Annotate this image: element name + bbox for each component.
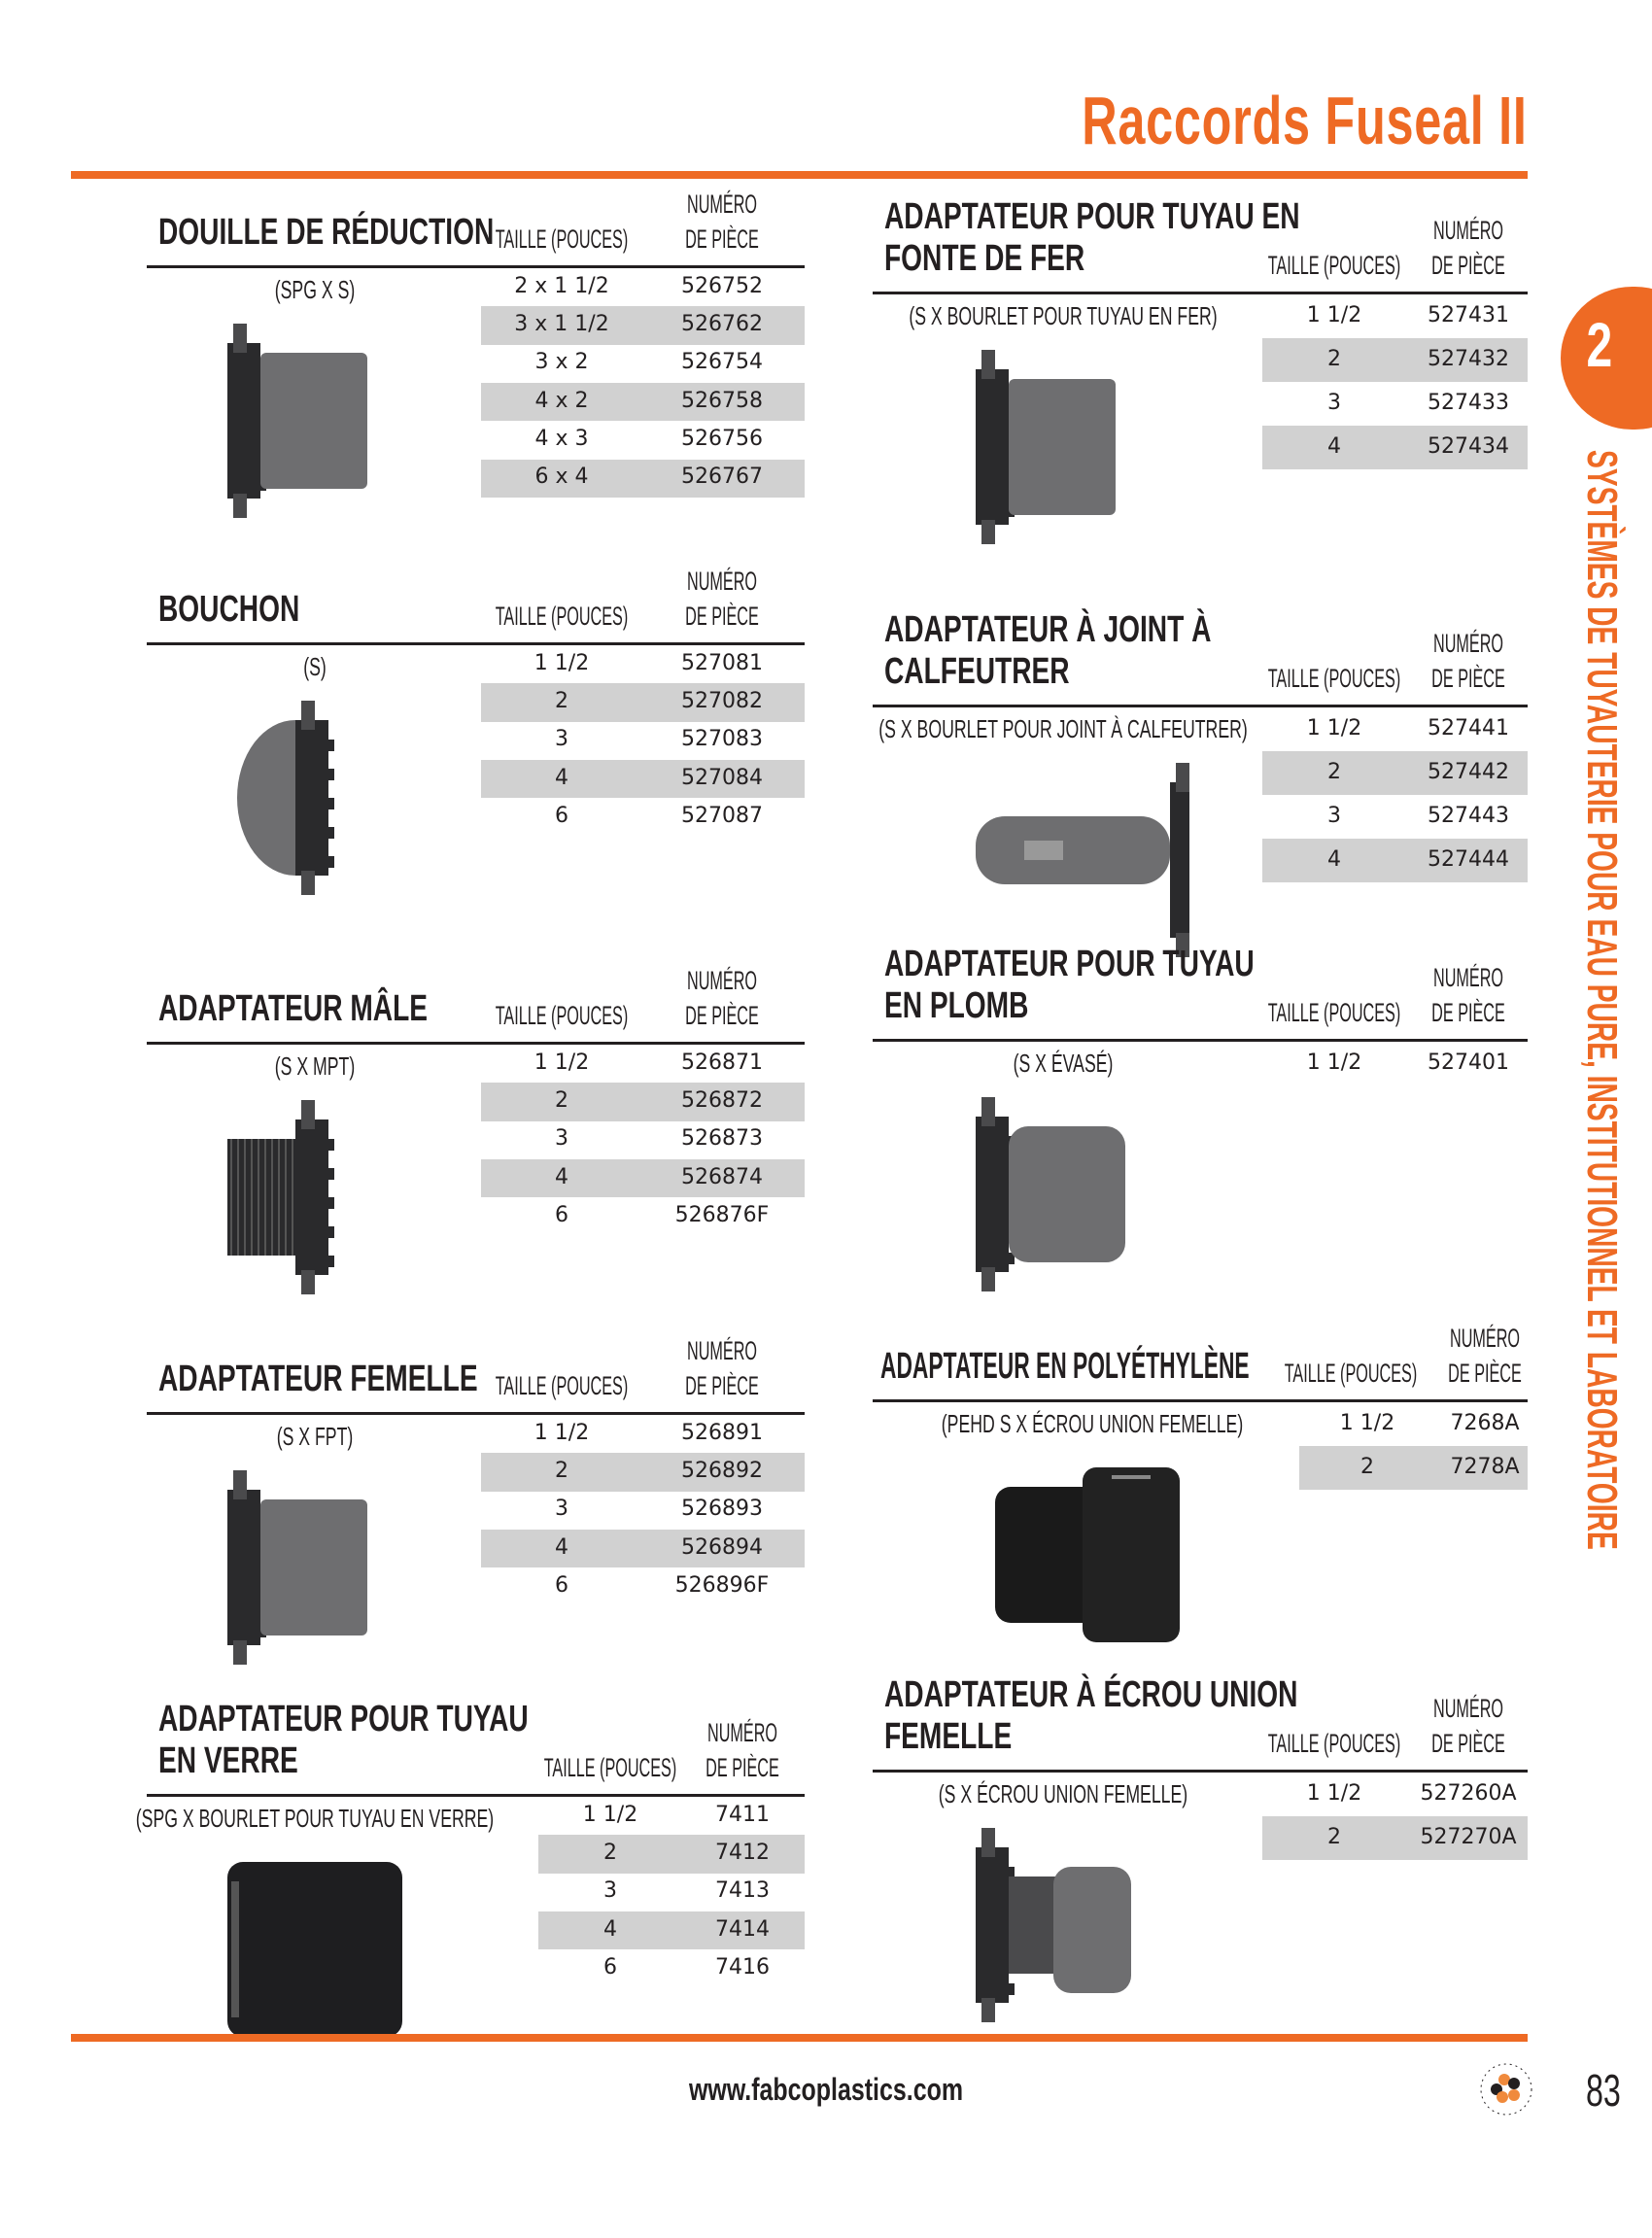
table-row	[1262, 707, 1528, 751]
table-row	[538, 1835, 805, 1873]
size-cell: 3	[1327, 803, 1341, 828]
size-cell: 2 x 1 1/2	[514, 273, 609, 298]
size-cell: 3	[555, 727, 568, 752]
size-cell: 2	[1360, 1454, 1374, 1479]
part-number-cell: 527443	[1428, 803, 1509, 828]
fitting-photo-icon	[218, 1852, 441, 2056]
size-column-header: TAILLE (POUCES)	[1284, 1359, 1418, 1388]
size-cell: 4	[555, 1164, 568, 1189]
table-row	[481, 1567, 805, 1605]
part-number-cell: 526871	[681, 1050, 763, 1075]
part-number-cell: 7278A	[1450, 1454, 1520, 1479]
size-cell: 1 1/2	[1306, 1780, 1362, 1806]
part-number-cell: 526876F	[674, 1202, 770, 1227]
table-row	[1262, 426, 1528, 469]
part-column-header-line1: NUMÉRO	[687, 189, 757, 219]
part-number-cell: 526756	[681, 426, 763, 451]
part-number-cell: 527270A	[1420, 1824, 1517, 1849]
part-number-cell: 527260A	[1420, 1780, 1517, 1806]
part-number-cell: 526873	[681, 1126, 763, 1152]
size-cell: 3	[555, 1497, 568, 1522]
section-title: ADAPTATEUR MÂLE	[158, 988, 429, 1029]
part-column-header-line1: NUMÉRO	[707, 1718, 777, 1747]
product-section-lead-pipe-adapter	[873, 912, 1528, 1335]
table-row	[481, 268, 805, 306]
table-row	[1262, 839, 1528, 882]
part-number-cell: 7412	[715, 1840, 770, 1865]
fabco-logo-icon	[1479, 2062, 1533, 2117]
part-column-header-line1: NUMÉRO	[1433, 1694, 1503, 1723]
fitting-photo-icon	[966, 1097, 1189, 1301]
part-number-cell: 527081	[681, 650, 763, 675]
size-cell: 1 1/2	[1306, 1050, 1362, 1075]
part-column-header-line2: DE PIÈCE	[685, 224, 759, 254]
part-number-cell: 526892	[681, 1458, 763, 1483]
size-cell: 3	[1327, 390, 1341, 415]
table-row	[481, 1453, 805, 1491]
part-number-cell: 527084	[681, 765, 763, 790]
size-cell: 1 1/2	[1339, 1410, 1395, 1435]
section-title: CALFEUTRER	[884, 651, 1070, 692]
table-row	[1262, 1042, 1528, 1085]
page-title: Raccords Fuseal II	[1082, 83, 1528, 158]
part-column-header-line2: DE PIÈCE	[685, 1001, 759, 1030]
size-cell: 2	[555, 1087, 568, 1113]
size-cell: 2	[1327, 759, 1341, 784]
section-title: ADAPTATEUR À ÉCROU UNION	[884, 1674, 1298, 1715]
size-cell: 1 1/2	[1306, 715, 1362, 740]
table-row	[538, 1911, 805, 1949]
fitting-photo-icon	[218, 324, 441, 528]
size-cell: 6	[555, 803, 568, 828]
table-row	[1299, 1402, 1528, 1446]
table-row	[481, 345, 805, 383]
size-cell: 4	[603, 1916, 617, 1942]
part-number-cell: 527082	[681, 688, 763, 713]
table-row	[1262, 795, 1528, 839]
size-cell: 2	[1327, 346, 1341, 371]
section-title: FEMELLE	[884, 1716, 1013, 1757]
table-row	[481, 1083, 805, 1120]
part-number-cell: 7268A	[1450, 1410, 1520, 1435]
table-row	[1262, 382, 1528, 426]
size-cell: 1 1/2	[582, 1802, 638, 1827]
part-number-cell: 7411	[715, 1802, 770, 1827]
size-cell: 2	[555, 688, 568, 713]
size-cell: 4	[1327, 846, 1341, 872]
part-column-header-line2: DE PIÈCE	[1431, 251, 1505, 280]
size-cell: 6	[555, 1572, 568, 1598]
part-number-cell: 526767	[681, 465, 763, 490]
part-column-header-line2: DE PIÈCE	[1431, 1729, 1505, 1758]
part-number-cell: 527083	[681, 727, 763, 752]
section-subtitle: (S X MPT)	[274, 1051, 356, 1081]
size-column-header: TAILLE (POUCES)	[1267, 251, 1401, 280]
size-cell: 6	[555, 1202, 568, 1227]
part-number-cell: 526893	[681, 1497, 763, 1522]
section-title: EN VERRE	[158, 1740, 298, 1781]
part-column-header-line2: DE PIÈCE	[685, 602, 759, 631]
part-number-cell: 527087	[681, 803, 763, 828]
fitting-photo-icon	[966, 1828, 1189, 2032]
size-cell: 4 x 2	[534, 388, 589, 413]
size-cell: 1 1/2	[533, 1420, 590, 1445]
bottom-divider	[71, 2034, 1528, 2042]
part-column-header-line1: NUMÉRO	[1433, 629, 1503, 658]
part-column-header-line2: DE PIÈCE	[1431, 664, 1505, 693]
size-cell: 1 1/2	[533, 1050, 590, 1075]
size-column-header: TAILLE (POUCES)	[495, 224, 629, 254]
size-column-header: TAILLE (POUCES)	[495, 1001, 629, 1030]
table-row	[1299, 1446, 1528, 1490]
part-column-header-line2: DE PIÈCE	[1431, 998, 1505, 1027]
size-cell: 3 x 2	[534, 350, 589, 375]
section-subtitle: (SPG X BOURLET POUR TUYAU EN VERRE)	[135, 1804, 495, 1833]
fitting-photo-icon	[995, 1458, 1219, 1662]
part-number-cell: 526762	[681, 311, 763, 336]
size-cell: 3	[603, 1878, 617, 1904]
size-column-header: TAILLE (POUCES)	[495, 1371, 629, 1400]
section-subtitle: (PEHD S X ÉCROU UNION FEMELLE)	[941, 1409, 1244, 1438]
page-number: 83	[1586, 2065, 1621, 2116]
table-row	[1262, 1773, 1528, 1816]
section-title: ADAPTATEUR EN POLYÉTHYLÈNE	[880, 1346, 1250, 1387]
size-cell: 3 x 1 1/2	[514, 311, 609, 336]
part-number-cell: 527401	[1428, 1050, 1509, 1075]
part-number-cell: 7416	[715, 1954, 770, 1980]
table-row	[481, 1121, 805, 1159]
size-cell: 4	[555, 1534, 568, 1560]
section-subtitle: (S)	[303, 652, 327, 681]
section-title: BOUCHON	[158, 589, 300, 630]
size-cell: 2	[555, 1458, 568, 1483]
part-number-cell: 527434	[1428, 433, 1509, 459]
table-row	[481, 798, 805, 836]
fitting-photo-icon	[218, 1470, 441, 1674]
section-subtitle: (S X ÉCROU UNION FEMELLE)	[938, 1779, 1188, 1808]
part-number-cell: 527432	[1428, 346, 1509, 371]
part-number-cell: 527431	[1428, 302, 1509, 327]
table-row	[1262, 751, 1528, 795]
part-number-cell: 7414	[715, 1916, 770, 1942]
product-section-glass-pipe-adapter	[135, 1668, 805, 2238]
part-number-cell: 526891	[681, 1420, 763, 1445]
size-cell: 4	[1327, 433, 1341, 459]
section-subtitle: (S X FPT)	[276, 1422, 354, 1451]
part-number-cell: 7413	[715, 1878, 770, 1904]
part-column-header-line1: NUMÉRO	[687, 966, 757, 995]
table-row	[481, 1045, 805, 1083]
fitting-photo-icon	[218, 701, 441, 905]
part-column-header-line1: NUMÉRO	[1433, 216, 1503, 245]
size-cell: 2	[603, 1840, 617, 1865]
table-row	[538, 1949, 805, 1987]
size-cell: 4 x 3	[534, 426, 589, 451]
size-cell: 4	[555, 765, 568, 790]
section-subtitle: (S X BOURLET POUR JOINT À CALFEUTRER)	[878, 714, 1248, 743]
table-row	[1262, 294, 1528, 338]
footer-website-link[interactable]: www.fabcoplastics.com	[688, 2072, 964, 2107]
table-row	[481, 1197, 805, 1235]
part-column-header-line2: DE PIÈCE	[706, 1753, 779, 1782]
table-row	[481, 1415, 805, 1453]
part-number-cell: 527441	[1428, 715, 1509, 740]
size-column-header: TAILLE (POUCES)	[1267, 1729, 1401, 1758]
part-number-cell: 527442	[1428, 759, 1509, 784]
table-row	[481, 1530, 805, 1567]
section-subtitle: (SPG X S)	[274, 275, 356, 304]
size-column-header: TAILLE (POUCES)	[1267, 998, 1401, 1027]
table-row	[481, 645, 805, 683]
table-row	[1262, 338, 1528, 382]
part-number-cell: 526754	[681, 350, 763, 375]
section-title: ADAPTATEUR FEMELLE	[158, 1359, 478, 1399]
part-number-cell: 526896F	[674, 1572, 770, 1598]
table-row	[481, 460, 805, 498]
table-row	[481, 306, 805, 344]
table-row	[481, 1159, 805, 1197]
section-title: ADAPTATEUR POUR TUYAU EN	[884, 196, 1300, 237]
section-subtitle: (S X ÉVASÉ)	[1013, 1049, 1114, 1078]
table-row	[481, 383, 805, 421]
part-column-header-line2: DE PIÈCE	[1448, 1359, 1522, 1388]
chapter-number: 2	[1586, 310, 1613, 380]
section-title: ADAPTATEUR POUR TUYAU	[158, 1699, 529, 1739]
fitting-photo-icon	[218, 1100, 441, 1304]
section-title: ADAPTATEUR À JOINT À	[884, 609, 1212, 650]
size-cell: 6	[603, 1954, 617, 1980]
size-cell: 2	[1327, 1824, 1341, 1849]
table-row	[481, 683, 805, 721]
part-number-cell: 526758	[681, 388, 763, 413]
size-column-header: TAILLE (POUCES)	[1267, 664, 1401, 693]
table-row	[538, 1797, 805, 1835]
size-cell: 6 x 4	[534, 465, 589, 490]
size-column-header: TAILLE (POUCES)	[495, 602, 629, 631]
part-number-cell: 526874	[681, 1164, 763, 1189]
section-title: DOUILLE DE RÉDUCTION	[158, 212, 495, 253]
section-title: ADAPTATEUR POUR TUYAU	[884, 944, 1255, 984]
table-row	[1262, 1816, 1528, 1860]
table-row	[481, 1492, 805, 1530]
part-column-header-line1: NUMÉRO	[1450, 1324, 1520, 1353]
section-title: FONTE DE FER	[884, 238, 1085, 279]
part-number-cell: 526894	[681, 1534, 763, 1560]
part-column-header-line1: NUMÉRO	[1433, 963, 1503, 992]
part-number-cell: 527444	[1428, 846, 1509, 872]
section-title: EN PLOMB	[884, 985, 1029, 1026]
size-cell: 3	[555, 1126, 568, 1152]
size-column-header: TAILLE (POUCES)	[543, 1753, 677, 1782]
section-subtitle: (S X BOURLET POUR TUYAU EN FER)	[909, 301, 1218, 330]
part-column-header-line1: NUMÉRO	[687, 567, 757, 596]
part-number-cell: 526752	[681, 273, 763, 298]
part-column-header-line1: NUMÉRO	[687, 1336, 757, 1365]
size-cell: 1 1/2	[1306, 302, 1362, 327]
part-number-cell: 527433	[1428, 390, 1509, 415]
table-row	[538, 1874, 805, 1911]
table-row	[481, 421, 805, 459]
fitting-photo-icon	[966, 350, 1189, 554]
part-number-cell: 526872	[681, 1087, 763, 1113]
table-row	[481, 722, 805, 760]
chapter-title-text: SYSTÈMES DE TUYAUTERIE POUR EAU PURE, INSTITUTIONNEL ET LABORATOIRE	[1578, 450, 1626, 1550]
size-cell: 1 1/2	[533, 650, 590, 675]
table-row	[481, 760, 805, 798]
part-column-header-line2: DE PIÈCE	[685, 1371, 759, 1400]
